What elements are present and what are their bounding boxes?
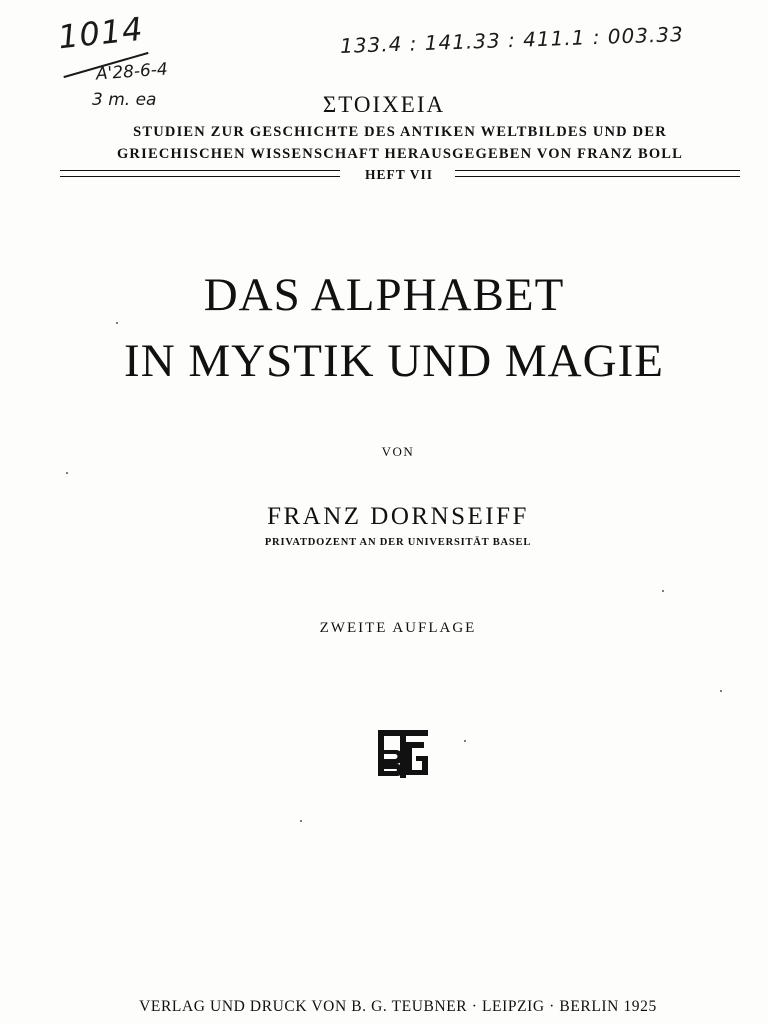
series-subtitle-line1: STUDIEN ZUR GESCHICHTE DES ANTIKEN WELTBILDES UND DER — [133, 124, 667, 140]
author-name: FRANZ DORNSEIFF — [267, 503, 529, 530]
series-subtitle-line2: GRIECHISCHEN WISSENSCHAFT HERAUSGEGEBEN VON FRANZ BOLL — [116, 146, 684, 162]
classification-code: 133.4 : 141.33 : 411.1 : 003.33 — [339, 22, 685, 58]
scan-speck — [720, 690, 722, 692]
publisher-imprint: VERLAG UND DRUCK VON B. G. TEUBNER · LEIPZIG · BERLIN 1925 — [139, 998, 657, 1015]
scan-speck — [116, 322, 118, 324]
shelf-mark: A'28-6-4 — [95, 59, 169, 85]
scan-speck — [464, 740, 466, 742]
series-volume: HEFT VII — [365, 167, 433, 182]
double-rule-right — [455, 170, 740, 177]
book-title-line2: IN MYSTIK UND MAGIE — [124, 335, 664, 387]
book-title-line1: DAS ALPHABET — [203, 269, 565, 321]
author-by: VON — [381, 444, 415, 459]
author-affiliation: PRIVATDOZENT AN DER UNIVERSITÄT BASEL — [264, 537, 532, 548]
series-rule — [60, 167, 740, 181]
publisher-logo-icon — [374, 728, 432, 780]
double-rule-left — [60, 170, 340, 177]
scan-speck — [66, 472, 68, 474]
accession-number: 1014 — [56, 9, 146, 57]
copies-note: 3 m. ea — [92, 90, 157, 110]
scan-speck — [662, 590, 664, 592]
series-title: ΣΤΟΙΧΕΙΑ — [322, 92, 446, 117]
edition-statement: ZWEITE AUFLAGE — [319, 620, 477, 636]
scan-speck — [300, 820, 302, 822]
